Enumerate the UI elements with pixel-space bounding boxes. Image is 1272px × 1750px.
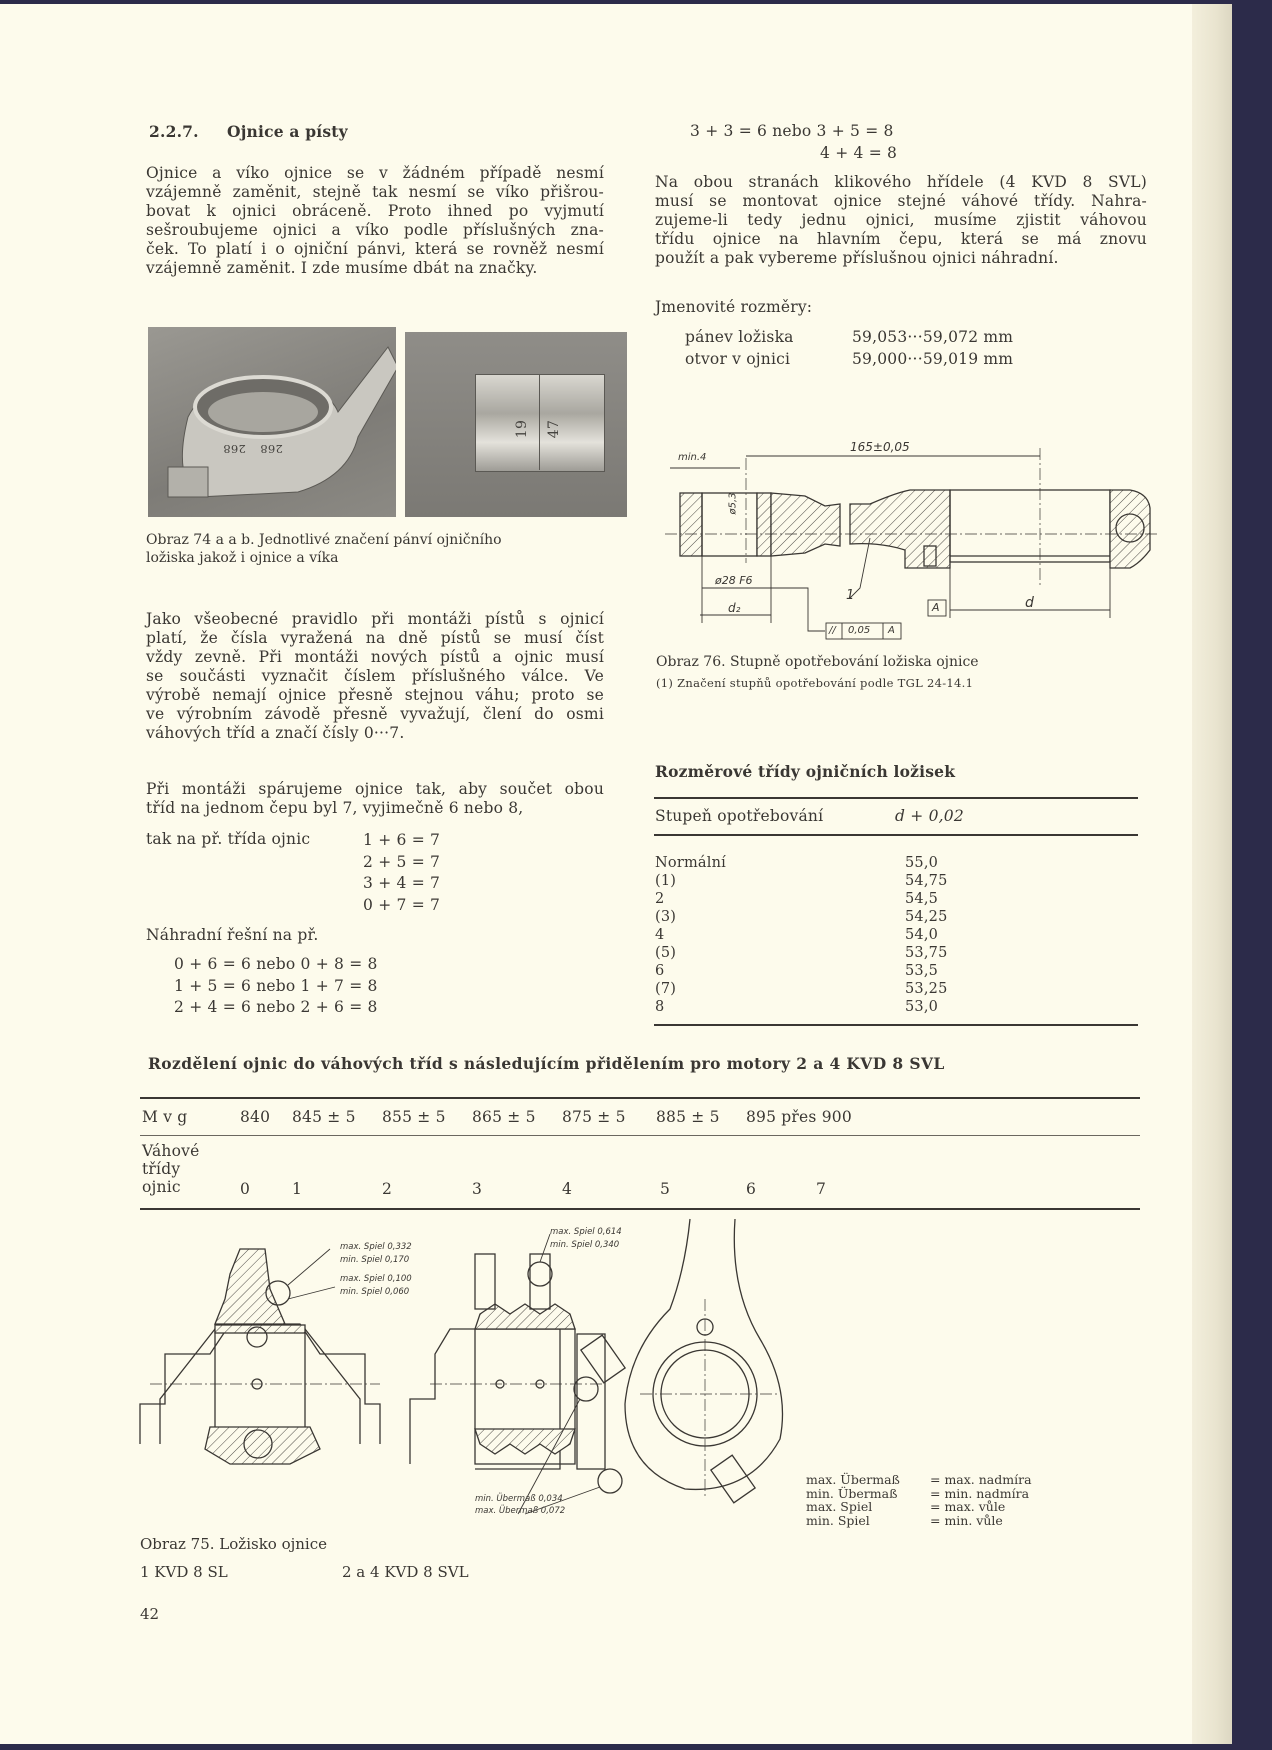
- size-table-body: [655, 854, 1115, 1016]
- dim-bore: ø28 F6: [715, 574, 753, 587]
- weight-value: 875 ± 5: [562, 1108, 626, 1126]
- dim-d: d: [1025, 595, 1034, 611]
- weight-class: 6: [746, 1180, 757, 1198]
- text-line: sešroubujeme ojnici a víko podle příslušných zna-: [146, 221, 604, 239]
- text-line: ček. To platí i o ojniční pánvi, která se rovněž nesmí: [146, 240, 604, 258]
- tolerance-datum: A: [888, 625, 895, 636]
- weight-class: 5: [660, 1180, 671, 1198]
- weight-value: 855 ± 5: [382, 1108, 446, 1126]
- diameter-value: 54,25: [905, 909, 948, 925]
- equation: 0 + 6 = 6 nebo 0 + 8 = 8: [174, 955, 378, 973]
- dim-length: 165±0,05: [850, 440, 910, 454]
- equation: 1 + 6 = 7: [363, 831, 441, 849]
- photo-mark: 268: [223, 442, 246, 456]
- weight-class: 3: [472, 1180, 483, 1198]
- nominal-name: pánev ložiska: [685, 328, 794, 346]
- diameter-value: 53,5: [905, 963, 939, 979]
- clearance-note: min. Spiel 0,060: [340, 1287, 410, 1297]
- dim-min: min.4: [678, 452, 707, 463]
- diameter-value: 54,75: [905, 873, 948, 889]
- photo-mark: 47: [546, 419, 563, 439]
- weight-class: 1: [292, 1180, 303, 1198]
- size-table-row: [655, 980, 1115, 998]
- glossary-term: min. Spiel: [806, 1512, 870, 1528]
- text-line: třídu ojnice na hlavním čepu, která se má znovu: [655, 230, 1147, 248]
- page-number: 42: [140, 1605, 160, 1623]
- photo-mark: 268: [260, 442, 283, 456]
- weight-value: 865 ± 5: [472, 1108, 536, 1126]
- weight-class: 7: [816, 1180, 827, 1198]
- tolerance-symbol: //: [829, 625, 836, 636]
- size-table-title: Rozměrové třídy ojničních ložisek: [655, 762, 956, 781]
- figure75-caption: Obraz 75. Ložisko ojnice: [140, 1535, 328, 1553]
- pistons-paragraph: [146, 610, 604, 743]
- glossary-term: max. Übermaß: [806, 1472, 900, 1487]
- text-line: Jako všeobecné pravidlo při montáži pístů s ojnicí: [146, 610, 604, 628]
- text-line: tříd na jednom čepu byl 7, vyjimečně 6 nebo 8,: [146, 799, 524, 817]
- diameter-value: 54,5: [905, 891, 939, 907]
- dim-hole: ø5,3: [727, 492, 739, 515]
- glossary-translations: [930, 1473, 1032, 1527]
- equation: 0 + 7 = 7: [363, 895, 441, 914]
- weight-class: 4: [562, 1180, 573, 1198]
- equation: 4 + 4 = 8: [820, 144, 898, 162]
- text-line: Na obou stranách klikového hřídele (4 KVD 8 SVL): [655, 173, 1147, 191]
- page-gutter: [1192, 4, 1232, 1744]
- wear-grade: (5): [655, 945, 677, 961]
- figure75-drawing: [130, 1229, 830, 1519]
- text-line: ve výrobním závodě přesně vyvažují, člení do osmi: [146, 705, 604, 723]
- weight-value: 845 ± 5: [292, 1108, 356, 1126]
- diameter-value: 53,75: [905, 945, 948, 961]
- wear-grade: (7): [655, 981, 677, 997]
- weight-value: 840: [240, 1108, 271, 1126]
- dim-d2: d₂: [728, 601, 741, 615]
- text-line: Při montáži spárujeme ojnice tak, aby součet obou: [146, 780, 604, 798]
- equation: 2 + 5 = 7: [363, 852, 441, 871]
- sum-seven-list: [363, 830, 440, 916]
- diameter-value: 54,0: [905, 927, 939, 943]
- text-line: bovat k ojnici obráceně. Proto ihned po vyjmutí: [146, 202, 604, 220]
- equation: 1 + 5 = 6 nebo 1 + 7 = 8: [174, 976, 378, 995]
- photo-mark: 19: [514, 419, 531, 439]
- wear-grade: 6: [655, 963, 665, 979]
- glossary-term: min. Übermaß: [806, 1485, 898, 1501]
- size-table-row: [655, 872, 1115, 890]
- text-line: zujeme-li tedy jednu ojnici, musíme zjistit váhovou: [655, 211, 1147, 229]
- glossary-eq: = min. vůle: [930, 1512, 1003, 1528]
- figure76-caption: Obraz 76. Stupně opotřebování ložiska ojnice: [656, 654, 979, 670]
- weight-table-title: Rozdělení ojnic do váhových tříd s následujícím přidělením pro motory 2 a 4 KVD 8 SVL: [148, 1054, 945, 1073]
- size-table-row: [655, 908, 1115, 926]
- text-line: váhových tříd a značí čísly 0···7.: [146, 724, 405, 742]
- diameter-value: 55,0: [905, 855, 939, 871]
- glossary-eq: = max. vůle: [930, 1499, 1006, 1514]
- glossary: [806, 1473, 900, 1527]
- weight-class: 0: [240, 1180, 251, 1198]
- clearance-note: max. Spiel 0,614: [550, 1227, 622, 1237]
- text-line: výrobě nemají ojnice přesně stejnou váhu; proto se: [146, 686, 604, 704]
- pairing-paragraph: [146, 780, 604, 818]
- nominal-label: Jmenovité rozměry:: [655, 298, 813, 316]
- figure76-note: (1) Značení stupňů opotřebování podle TGL 24-14.1: [656, 676, 974, 690]
- text-line: použít a pak vybereme příslušnou ojnici náhradní.: [655, 249, 1059, 267]
- crankshaft-paragraph: [655, 173, 1147, 268]
- weight-class: 2: [382, 1180, 393, 1198]
- figure75-sublabel-right: 2 a 4 KVD 8 SVL: [342, 1563, 469, 1581]
- size-table-row: [655, 998, 1115, 1016]
- wear-grade: 2: [655, 891, 665, 907]
- figure76-drawing: [660, 438, 1140, 638]
- equation: 3 + 3 = 6 nebo 3 + 5 = 8: [690, 122, 894, 140]
- figure74-caption: Obraz 74 a a b. Jednotlivé značení pánví ojničního ložiska jakož i ojnice a víka: [146, 532, 502, 566]
- equation: 3 + 4 = 7: [363, 874, 441, 892]
- item-label: 1: [846, 588, 855, 603]
- nominal-value: 59,053···59,072 mm: [852, 328, 1014, 346]
- interference-note: max. Übermaß 0,072: [475, 1506, 566, 1516]
- text-line: vzájemně zaměnit. I zde musíme dbát na značky.: [146, 259, 538, 277]
- text-line: platí, že čísla vyražená na dně pístů se musí číst: [146, 629, 604, 647]
- weight-value: 895 přes 900: [746, 1108, 852, 1126]
- wear-grade: Normální: [655, 855, 726, 871]
- size-table-header: d + 0,02: [895, 807, 964, 825]
- alternative-list: [174, 954, 378, 1019]
- weight-row-label: M v g: [142, 1108, 188, 1126]
- clearance-note: min. Spiel 0,170: [340, 1255, 410, 1265]
- wear-grade: (1): [655, 873, 677, 889]
- tolerance-value: 0,05: [848, 625, 871, 636]
- size-table-row: [655, 926, 1115, 944]
- clearance-note: max. Spiel 0,100: [340, 1274, 412, 1284]
- intro-paragraph: [146, 164, 604, 278]
- glossary-eq: = min. nadmíra: [930, 1485, 1030, 1501]
- wear-grade: (3): [655, 909, 677, 925]
- wear-grade: 4: [655, 927, 665, 943]
- text-line: musí se montovat ojnice stejné váhové třídy. Nahra-: [655, 192, 1147, 210]
- example-label: tak na př. třída ojnic: [146, 830, 311, 848]
- diameter-value: 53,25: [905, 981, 948, 997]
- nominal-name: otvor v ojnici: [685, 350, 791, 368]
- size-table-row: [655, 890, 1115, 908]
- weight-class-label: Váhové třídy ojnic: [142, 1142, 200, 1196]
- text-line: vzájemně zaměnit, stejně tak nesmí se víko přišrou-: [146, 183, 604, 201]
- alternative-label: Náhradní řešní na př.: [146, 926, 319, 944]
- photo-bearing-shell: [405, 332, 627, 517]
- text-line: se součásti vyznačit číslem příslušného válce. Ve: [146, 667, 604, 685]
- section-number: 2.2.7.: [149, 122, 199, 141]
- photo-connecting-rod: [148, 327, 396, 517]
- interference-note: min. Übermaß 0,034: [475, 1494, 563, 1504]
- text-line: Ojnice a víko ojnice se v žádném případě nesmí: [146, 164, 604, 182]
- size-table-row: [655, 854, 1115, 872]
- section-title: Ojnice a písty: [227, 122, 348, 141]
- glossary-eq: = max. nadmíra: [930, 1472, 1032, 1487]
- size-table-row: [655, 962, 1115, 980]
- size-table-header: Stupeň opotřebování: [655, 807, 824, 825]
- nominal-value: 59,000···59,019 mm: [852, 350, 1014, 368]
- glossary-term: max. Spiel: [806, 1499, 873, 1514]
- book-page: [0, 4, 1232, 1744]
- size-table-row: [655, 944, 1115, 962]
- clearance-note: max. Spiel 0,332: [340, 1242, 412, 1252]
- figure75-sublabel-left: 1 KVD 8 SL: [140, 1563, 228, 1581]
- clearance-note: min. Spiel 0,340: [550, 1240, 620, 1250]
- datum-label: A: [932, 601, 940, 614]
- wear-grade: 8: [655, 999, 665, 1015]
- diameter-value: 53,0: [905, 999, 939, 1015]
- text-line: vždy zevně. Při montáži nových pístů a ojnic musí: [146, 648, 604, 666]
- weight-value: 885 ± 5: [656, 1108, 720, 1126]
- equation: 2 + 4 = 6 nebo 2 + 6 = 8: [174, 998, 378, 1016]
